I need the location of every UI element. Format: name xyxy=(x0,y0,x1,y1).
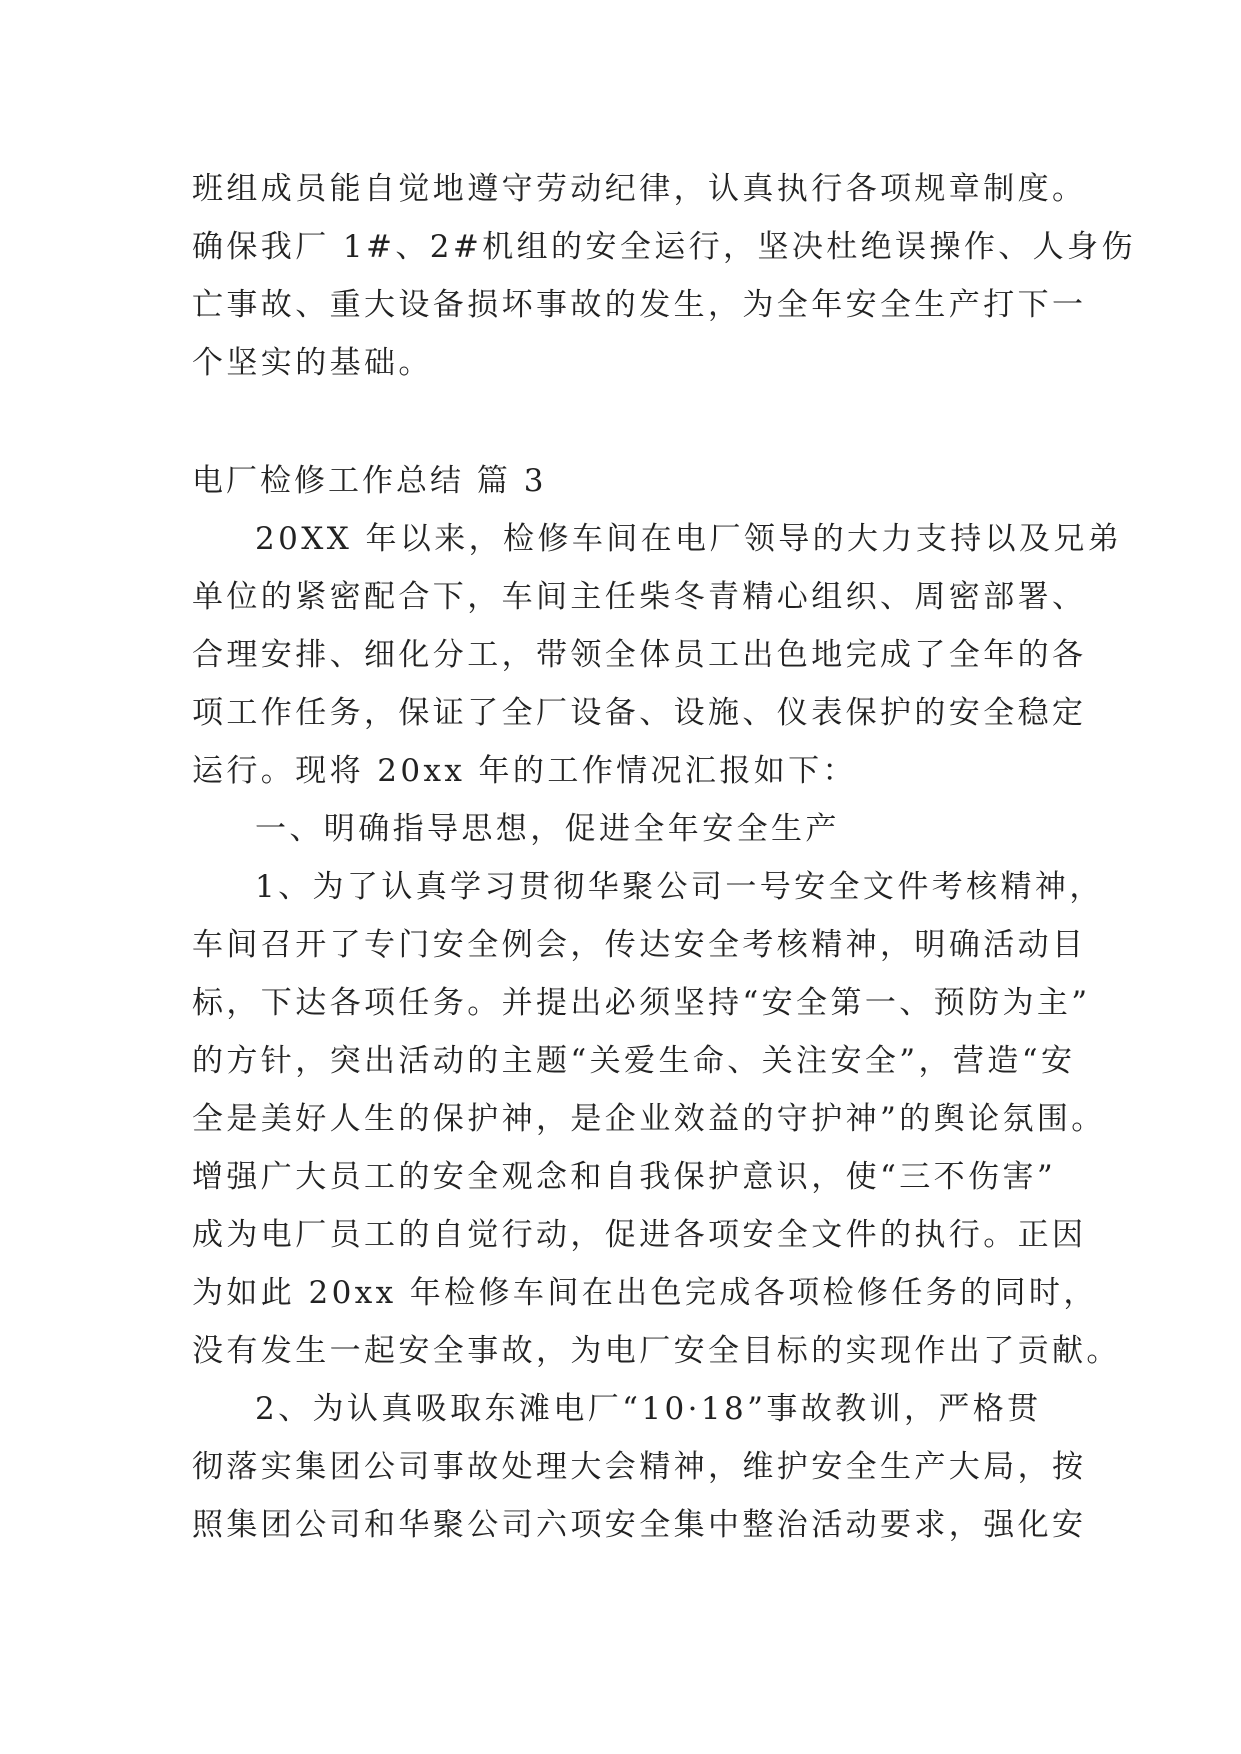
section-heading-block xyxy=(192,452,1072,510)
text-line: 运行。现将 20xx 年的工作情况汇报如下： xyxy=(192,753,857,789)
intro-paragraph xyxy=(192,160,1136,392)
text-line: 1、为了认真学习贯彻华聚公司一号安全文件考核精神， xyxy=(255,869,1104,905)
text-line: 的方针，突出活动的主题“关爱生命、关注安全”，营造“安 xyxy=(192,1043,1076,1079)
text-line: 照集团公司和华聚公司六项安全集中整治活动要求，强化安 xyxy=(192,1507,1087,1543)
section-heading: 电厂检修工作总结 篇 3 xyxy=(192,463,547,499)
text-line: 确保我厂 1#、2#机组的安全运行，坚决杜绝误操作、人身伤 xyxy=(192,229,1136,265)
text-line: 标，下达各项任务。并提出必须坚持“安全第一、预防为主” xyxy=(192,985,1091,1021)
text-line: 彻落实集团公司事故处理大会精神，维护安全生产大局，按 xyxy=(192,1449,1087,1485)
text-line: 没有发生一起安全事故，为电厂安全目标的实现作出了贡献。 xyxy=(192,1333,1121,1369)
paragraph-1 xyxy=(192,510,1123,800)
text-line: 为如此 20xx 年检修车间在出色完成各项检修任务的同时， xyxy=(192,1275,1098,1311)
text-line: 全是美好人生的保护神，是企业效益的守护神”的舆论氛围。 xyxy=(192,1101,1106,1137)
text-line: 合理安排、细化分工，带领全体员工出色地完成了全年的各 xyxy=(192,637,1087,673)
text-line: 个坚实的基础。 xyxy=(192,345,433,381)
item-2 xyxy=(192,1380,1087,1554)
text-line: 亡事故、重大设备损坏事故的发生，为全年安全生产打下一 xyxy=(192,287,1087,323)
text-line: 成为电厂员工的自觉行动，促进各项安全文件的执行。正因 xyxy=(192,1217,1087,1253)
text-line: 2、为认真吸取东滩电厂“10·18”事故教训，严格贯 xyxy=(255,1391,1042,1427)
item-1 xyxy=(192,858,1121,1380)
text-line: 增强广大员工的安全观念和自我保护意识，使“三不伤害” xyxy=(192,1159,1057,1195)
subheading-1: 一、明确指导思想，促进全年安全生产 xyxy=(255,811,840,847)
text-line: 单位的紧密配合下，车间主任柴冬青精心组织、周密部署、 xyxy=(192,579,1087,615)
text-line: 车间召开了专门安全例会，传达安全考核精神，明确活动目 xyxy=(192,927,1087,963)
text-line: 班组成员能自觉地遵守劳动纪律，认真执行各项规章制度。 xyxy=(192,171,1087,207)
text-line: 20XX 年以来，检修车间在电厂领导的大力支持以及兄弟 xyxy=(255,521,1123,557)
text-line: 项工作任务，保证了全厂设备、设施、仪表保护的安全稳定 xyxy=(192,695,1087,731)
subheading-1-block xyxy=(192,800,1072,858)
